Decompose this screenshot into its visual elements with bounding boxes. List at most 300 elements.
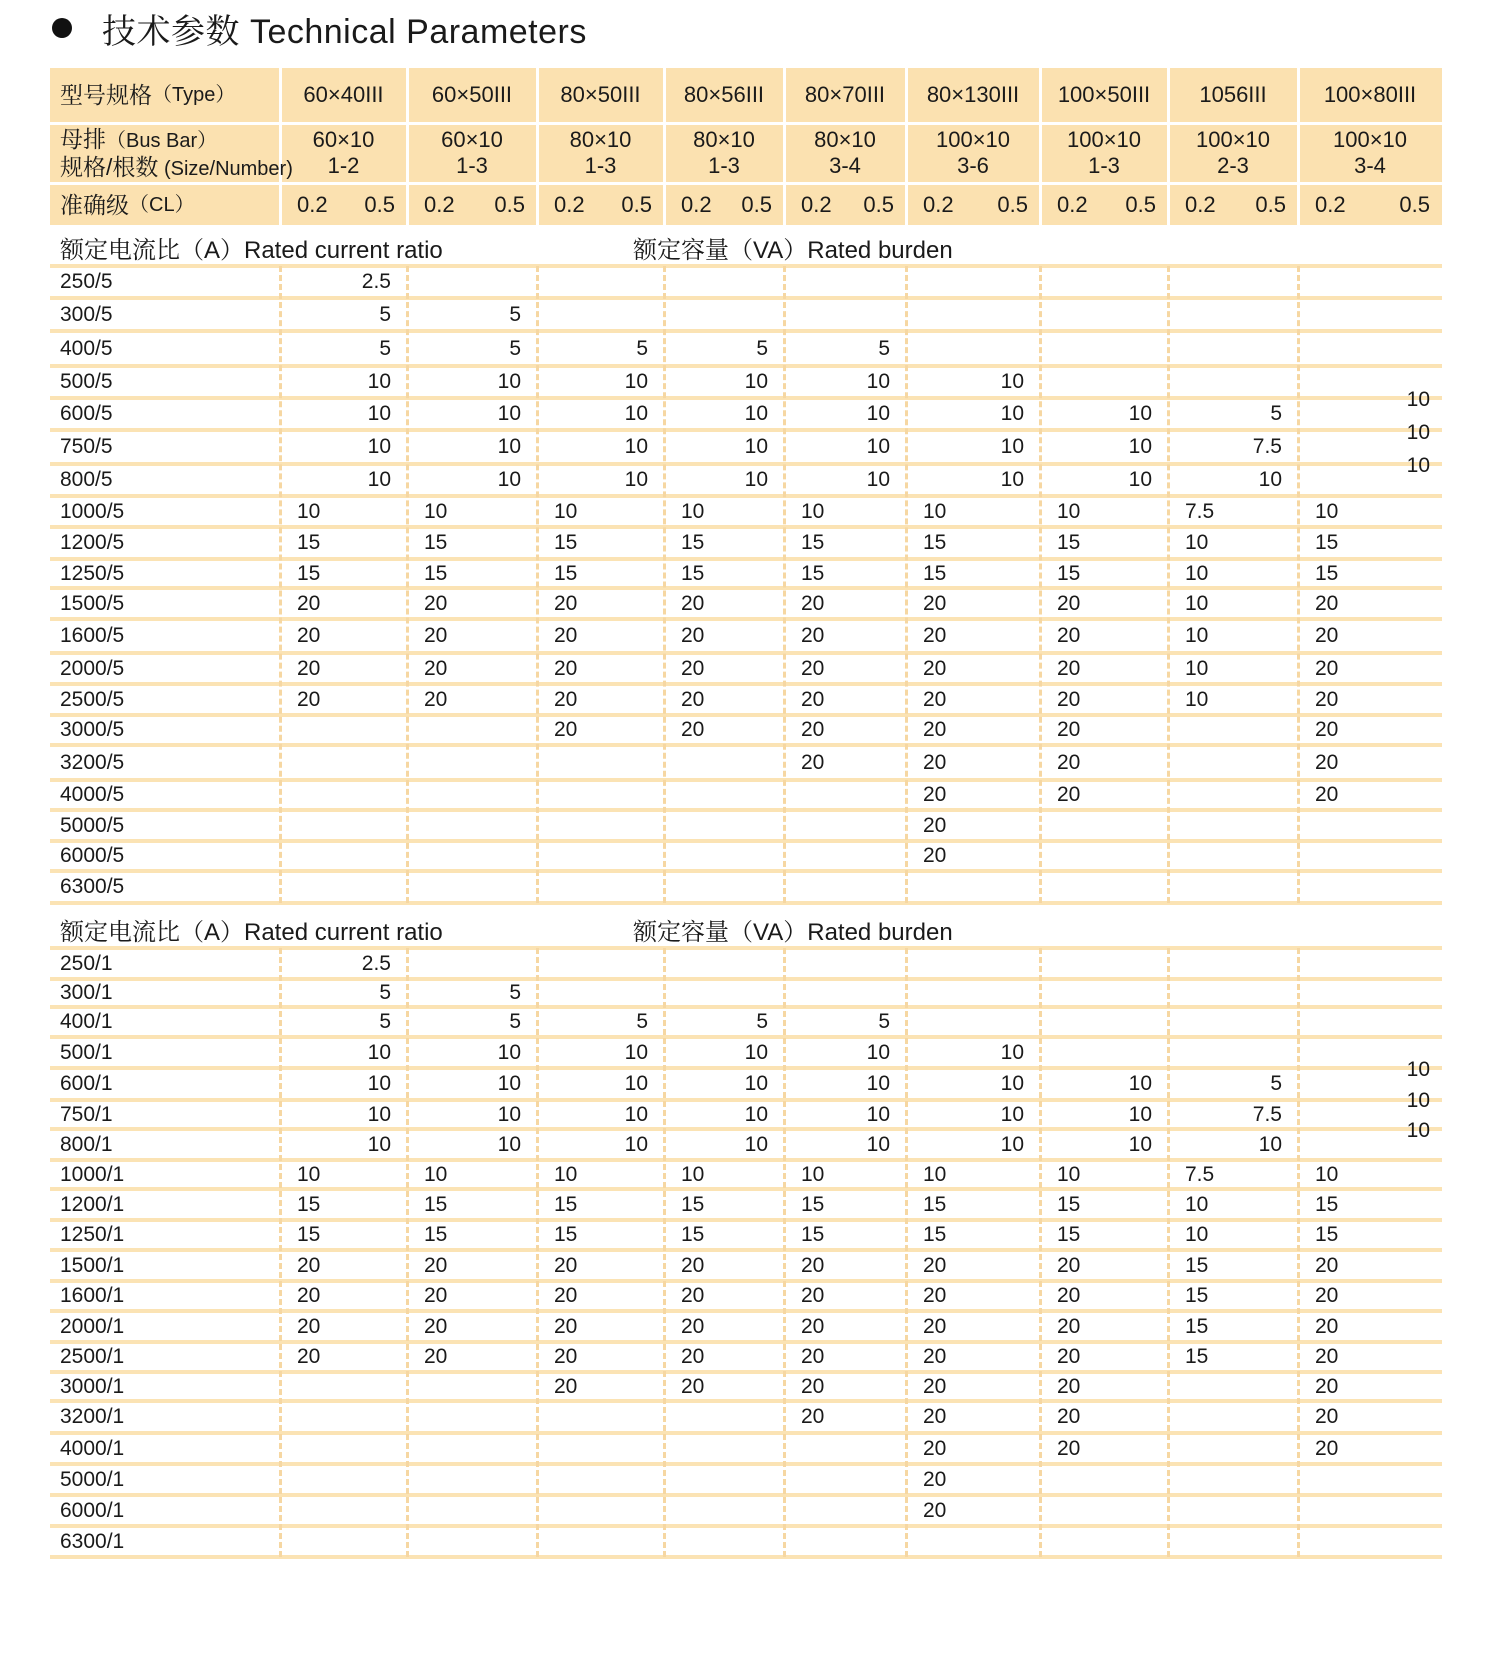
column-divider	[1167, 266, 1170, 903]
cl-value-0.2: 0.2	[424, 192, 455, 217]
cl-value-0.2: 0.2	[1315, 192, 1346, 217]
type-header-cell: 80×130III	[926, 82, 1020, 107]
column-divider	[783, 266, 786, 903]
current-ratio-cell: 1600/5	[60, 624, 125, 647]
current-ratio-cell: 800/5	[60, 468, 113, 491]
rated-burden-value: 15	[1315, 1223, 1339, 1246]
header-cl-label	[60, 185, 275, 225]
type-header-cell: 60×50III	[431, 82, 513, 107]
column-divider	[1167, 948, 1170, 1557]
rated-burden-value: 20	[923, 1498, 947, 1522]
rated-burden-value: 10	[497, 435, 521, 458]
rated-burden-value: 10	[1000, 1040, 1024, 1064]
rated-burden-value: 10	[367, 1102, 391, 1126]
rated-burden-value: 10	[1057, 499, 1081, 523]
rated-burden-value: 10	[624, 435, 648, 458]
current-ratio-cell: 400/5	[60, 336, 113, 360]
rated-burden-value: 20	[1057, 656, 1081, 680]
rated-burden-value: 10	[1000, 468, 1024, 491]
rated-burden-value: 15	[554, 1223, 578, 1246]
rated-burden-value: 20	[424, 687, 448, 711]
rated-burden-value: 10	[424, 499, 448, 523]
rated-burden-value: 10	[367, 402, 391, 425]
rated-burden-value: 10	[923, 499, 947, 523]
rated-burden-value: 15	[297, 1192, 321, 1216]
rated-burden-value: 20	[1057, 1253, 1081, 1277]
rated-burden-value: 20	[297, 1314, 321, 1338]
rated-burden-value: 15	[297, 1223, 321, 1246]
rated-burden-value: 20	[1315, 1374, 1339, 1398]
rated-burden-value: 20	[1057, 1374, 1081, 1398]
rated-burden-value: 10	[1185, 1192, 1209, 1216]
column-divider	[1039, 948, 1042, 1557]
rated-current-ratio-label: 额定电流比（A）Rated current ratio	[60, 236, 443, 264]
rated-burden-value: 20	[1315, 656, 1339, 680]
rated-burden-value: 10	[1185, 687, 1209, 711]
rated-burden-value: 20	[1315, 718, 1339, 741]
rated-burden-value: 10	[744, 435, 768, 458]
rated-burden-value: 10	[866, 1132, 890, 1156]
rated-burden-value: 2.5	[361, 270, 391, 293]
rated-burden-value: 10	[1406, 1058, 1430, 1081]
rated-burden-value: 20	[297, 591, 321, 615]
rated-burden-value: 15	[801, 531, 825, 554]
rated-burden-value: 15	[554, 531, 578, 554]
rated-burden-value: 10	[744, 402, 768, 425]
busbar-number: 1-2	[327, 153, 360, 178]
rated-burden-value: 20	[923, 1405, 947, 1428]
rated-burden-value: 10	[367, 435, 391, 458]
current-ratio-cell: 500/1	[60, 1040, 113, 1064]
rated-burden-value: 20	[801, 1374, 825, 1398]
busbar-label-line1	[60, 126, 217, 154]
type-label-cn: 型号规格	[60, 82, 152, 108]
cl-value-0.2: 0.2	[297, 192, 328, 217]
rated-burden-value: 20	[923, 783, 947, 806]
current-ratio-cell: 750/5	[60, 435, 113, 458]
rated-burden-value: 10	[554, 1162, 578, 1186]
rated-burden-value: 10	[367, 468, 391, 491]
type-header-cell: 100×50III	[1057, 82, 1151, 107]
rated-burden-value: 10	[744, 1072, 768, 1095]
rated-burden-value: 20	[297, 1345, 321, 1368]
current-ratio-cell: 1500/5	[60, 591, 125, 615]
rated-burden-value: 10	[801, 1162, 825, 1186]
busbar-size: 80×10	[693, 127, 755, 152]
rated-burden-value: 20	[681, 1284, 705, 1307]
rated-burden-value: 20	[1057, 783, 1081, 806]
rated-burden-value: 20	[923, 844, 947, 867]
rated-burden-value: 20	[801, 687, 825, 711]
cl-value-0.5: 0.5	[863, 192, 894, 217]
busbar-number: 1-3	[456, 153, 488, 178]
rated-burden-value: 20	[1057, 1284, 1081, 1307]
current-ratio-cell: 400/1	[60, 1010, 113, 1033]
rated-burden-value: 20	[554, 656, 578, 680]
current-ratio-cell: 3000/5	[60, 718, 125, 741]
rated-burden-value: 10	[1185, 591, 1209, 615]
rated-burden-value: 15	[1057, 1223, 1081, 1246]
rated-burden-value: 10	[923, 1162, 947, 1186]
cl-value-0.5: 0.5	[364, 192, 395, 217]
rated-burden-value: 20	[923, 750, 947, 774]
rated-burden-value: 10	[1406, 421, 1430, 444]
rated-burden-value: 15	[801, 561, 825, 585]
column-divider	[406, 948, 409, 1557]
rated-burden-value: 20	[554, 1374, 578, 1398]
rated-burden-value: 20	[681, 1374, 705, 1398]
rated-burden-value: 5	[509, 302, 521, 326]
rated-burden-value: 20	[923, 1284, 947, 1307]
cl-label-cn: 准确级	[60, 192, 129, 218]
busbar-size: 60×10	[441, 127, 503, 152]
busbar-number: 1-3	[708, 153, 740, 178]
busbar-header-cell	[1040, 124, 1168, 182]
rated-burden-value: 15	[554, 561, 578, 585]
rated-burden-value: 5	[1270, 402, 1282, 425]
current-ratio-cell: 2500/5	[60, 687, 125, 711]
column-divider	[905, 266, 908, 903]
current-ratio-cell: 300/5	[60, 302, 113, 326]
rated-burden-value: 15	[1057, 561, 1081, 585]
rated-burden-value: 5	[379, 302, 391, 326]
current-ratio-cell: 3200/5	[60, 750, 125, 774]
rated-burden-value: 20	[1315, 1405, 1339, 1428]
current-ratio-cell: 1000/5	[60, 499, 125, 523]
cl-value-0.5: 0.5	[997, 192, 1028, 217]
current-ratio-cell: 6000/5	[60, 844, 125, 867]
rated-burden-value: 20	[1315, 1314, 1339, 1338]
rated-burden-value: 10	[866, 1040, 890, 1064]
type-header-cell: 60×40III	[303, 82, 384, 107]
rated-burden-value: 20	[1315, 591, 1339, 615]
current-ratio-cell: 4000/5	[60, 783, 125, 806]
current-ratio-cell: 6000/1	[60, 1498, 125, 1522]
column-divider	[663, 948, 666, 1557]
cl-value-0.5: 0.5	[621, 192, 652, 217]
rated-burden-value: 20	[681, 1253, 705, 1277]
cl-value-0.2: 0.2	[801, 192, 832, 217]
column-divider	[1039, 266, 1042, 903]
current-ratio-cell: 2000/1	[60, 1314, 125, 1338]
busbar-header-cell	[280, 124, 407, 182]
rated-burden-value: 5	[878, 336, 890, 360]
rated-burden-value: 20	[923, 687, 947, 711]
rated-burden-value: 5	[509, 981, 521, 1004]
rated-burden-value: 2.5	[361, 951, 391, 975]
busbar-label-cn: 母排	[60, 125, 106, 152]
rated-burden-value: 5	[756, 336, 768, 360]
rated-burden-value: 10	[497, 370, 521, 393]
busbar-header-cell	[537, 124, 664, 182]
rated-burden-value: 10	[367, 370, 391, 393]
rated-burden-value: 20	[1057, 687, 1081, 711]
rated-burden-value: 10	[1000, 1132, 1024, 1156]
column-divider	[406, 266, 409, 903]
rated-burden-value: 20	[801, 1314, 825, 1338]
rated-burden-value: 15	[681, 1223, 705, 1246]
rated-burden-value: 20	[681, 656, 705, 680]
rated-burden-value: 10	[801, 499, 825, 523]
cl-value-0.2: 0.2	[923, 192, 954, 217]
rated-burden-value: 10	[1128, 435, 1152, 458]
size-number-label-cn: 规格/根数	[60, 153, 159, 180]
rated-burden-value: 15	[681, 561, 705, 585]
page-title	[52, 8, 587, 51]
rated-burden-value: 20	[1057, 1314, 1081, 1338]
rated-burden-value: 10	[1000, 402, 1024, 425]
busbar-number: 2-3	[1217, 153, 1249, 178]
busbar-size: 60×10	[312, 127, 375, 152]
current-ratio-cell: 600/5	[60, 402, 113, 425]
rated-burden-value: 20	[1315, 1345, 1339, 1368]
cl-value-0.5: 0.5	[494, 192, 525, 217]
type-header-cell: 100×80III	[1323, 82, 1417, 107]
rated-burden-value: 5	[878, 1010, 890, 1033]
rated-burden-value: 15	[1315, 531, 1339, 554]
rated-burden-value: 10	[681, 499, 705, 523]
rated-burden-value: 10	[744, 1132, 768, 1156]
rated-burden-value: 15	[801, 1223, 825, 1246]
rated-burden-value: 15	[297, 561, 321, 585]
rated-burden-value: 20	[923, 624, 947, 647]
rated-burden-value: 20	[554, 1284, 578, 1307]
rated-burden-value: 20	[1315, 624, 1339, 647]
column-divider	[279, 948, 282, 1557]
cl-value-0.5: 0.5	[1399, 192, 1430, 217]
type-header-cell: 80×50III	[560, 82, 641, 107]
rated-burden-value: 10	[744, 468, 768, 491]
cl-value-0.5: 0.5	[1125, 192, 1156, 217]
header-busbar-label	[60, 125, 293, 182]
type-label-en: （Type）	[152, 84, 236, 106]
current-ratio-cell: 1200/5	[60, 531, 125, 554]
rated-burden-value: 10	[1315, 499, 1339, 523]
rated-burden-value: 10	[1406, 1088, 1430, 1112]
rated-burden-value: 7.5	[1252, 1102, 1282, 1126]
rated-burden-value: 10	[866, 468, 890, 491]
rated-burden-value: 10	[866, 435, 890, 458]
rated-burden-value: 10	[497, 1072, 521, 1095]
current-ratio-cell: 4000/1	[60, 1436, 125, 1460]
rated-burden-value: 10	[624, 1132, 648, 1156]
rated-burden-value: 10	[497, 402, 521, 425]
current-ratio-cell: 1000/1	[60, 1162, 125, 1186]
cl-value-0.5: 0.5	[1255, 192, 1286, 217]
rated-burden-value: 20	[923, 1345, 947, 1368]
current-ratio-cell: 500/5	[60, 370, 113, 393]
rated-burden-value: 10	[1406, 388, 1430, 411]
rated-burden-value: 10	[1185, 561, 1209, 585]
rated-burden-value: 5	[636, 1010, 648, 1033]
rated-burden-value: 20	[1057, 624, 1081, 647]
current-ratio-cell: 5000/1	[60, 1467, 125, 1491]
rated-burden-value: 15	[1185, 1284, 1209, 1307]
rated-burden-value: 10	[681, 1162, 705, 1186]
rated-burden-value: 10	[866, 370, 890, 393]
busbar-label-line2	[60, 154, 293, 182]
rated-burden-value: 20	[681, 1345, 705, 1368]
busbar-header-cell	[407, 124, 537, 182]
rated-burden-value: 15	[1185, 1345, 1209, 1368]
rated-burden-value: 20	[1057, 718, 1081, 741]
rated-burden-value: 20	[297, 656, 321, 680]
rated-burden-value: 10	[1128, 402, 1152, 425]
rated-burden-label: 额定容量（VA）Rated burden	[633, 236, 953, 264]
rated-current-ratio-label: 额定电流比（A）Rated current ratio	[60, 918, 443, 946]
rated-burden-value: 10	[744, 1040, 768, 1064]
rated-burden-value: 5	[509, 1010, 521, 1033]
rated-burden-value: 15	[1315, 1192, 1339, 1216]
current-ratio-cell: 300/1	[60, 981, 113, 1004]
rated-burden-value: 20	[801, 750, 825, 774]
busbar-header-cell	[1298, 124, 1442, 182]
busbar-header-cell	[906, 124, 1040, 182]
rated-burden-value: 20	[923, 1253, 947, 1277]
rated-burden-value: 20	[1315, 1253, 1339, 1277]
rated-burden-value: 20	[923, 1314, 947, 1338]
rated-burden-value: 20	[681, 624, 705, 647]
busbar-header-cell	[664, 124, 784, 182]
type-header-cell: 80×56III	[683, 82, 765, 107]
column-divider	[279, 266, 282, 903]
rated-burden-value: 20	[801, 718, 825, 741]
rated-burden-value: 10	[1185, 656, 1209, 680]
current-ratio-cell: 1250/1	[60, 1223, 125, 1246]
rated-burden-value: 20	[424, 1253, 448, 1277]
current-ratio-cell: 2000/5	[60, 656, 125, 680]
rated-burden-value: 10	[497, 1040, 521, 1064]
rated-burden-value: 20	[923, 1467, 947, 1491]
busbar-number: 3-4	[1354, 153, 1386, 178]
rated-burden-value: 20	[681, 1314, 705, 1338]
rated-burden-value: 10	[1128, 1102, 1152, 1126]
rated-burden-value: 10	[624, 402, 648, 425]
rated-burden-value: 20	[801, 1253, 825, 1277]
rated-burden-value: 10	[1128, 468, 1152, 491]
rated-burden-value: 10	[297, 1162, 321, 1186]
cl-value-0.2: 0.2	[554, 192, 585, 217]
cl-value-0.2: 0.2	[1057, 192, 1088, 217]
rated-burden-value: 20	[297, 687, 321, 711]
rated-burden-value: 15	[554, 1192, 578, 1216]
rated-burden-value: 20	[801, 624, 825, 647]
rated-burden-value: 7.5	[1185, 1162, 1215, 1186]
rated-burden-value: 20	[923, 813, 947, 837]
rated-burden-value: 10	[1000, 370, 1024, 393]
busbar-header-cell	[784, 124, 906, 182]
rated-burden-value: 10	[1258, 468, 1282, 491]
rated-burden-value: 10	[1185, 1223, 1209, 1246]
rated-burden-value: 20	[923, 718, 947, 741]
rated-burden-value: 10	[367, 1132, 391, 1156]
rated-burden-value: 10	[624, 1072, 648, 1095]
rated-burden-value: 10	[866, 402, 890, 425]
rated-burden-value: 20	[424, 1314, 448, 1338]
current-ratio-cell: 600/1	[60, 1072, 113, 1095]
rated-burden-value: 5	[379, 1010, 391, 1033]
rated-burden-value: 20	[1057, 1345, 1081, 1368]
current-ratio-cell: 3200/1	[60, 1405, 125, 1428]
rated-burden-value: 20	[424, 1345, 448, 1368]
rated-burden-value: 20	[923, 1436, 947, 1460]
rated-burden-value: 20	[1057, 591, 1081, 615]
rated-burden-value: 20	[554, 624, 578, 647]
rated-burden-value: 20	[1315, 687, 1339, 711]
busbar-size: 100×10	[935, 127, 1011, 152]
rated-burden-value: 15	[1185, 1314, 1209, 1338]
rated-burden-value: 10	[497, 1132, 521, 1156]
column-divider	[1297, 948, 1300, 1557]
rated-burden-value: 5	[636, 336, 648, 360]
rated-burden-value: 7.5	[1185, 499, 1215, 523]
current-ratio-cell: 250/1	[60, 951, 113, 975]
rated-burden-value: 20	[424, 591, 448, 615]
rated-burden-value: 20	[554, 1253, 578, 1277]
rated-burden-value: 20	[554, 1345, 578, 1368]
rated-burden-value: 10	[1315, 1162, 1339, 1186]
type-header-cell: 80×70III	[804, 82, 886, 107]
rated-burden-value: 20	[801, 1284, 825, 1307]
current-ratio-cell: 250/5	[60, 270, 113, 293]
rated-burden-value: 15	[923, 531, 947, 554]
rated-burden-value: 20	[801, 1345, 825, 1368]
cl-value-0.5: 0.5	[741, 192, 772, 217]
column-divider	[536, 948, 539, 1557]
rated-burden-value: 20	[424, 624, 448, 647]
rated-burden-value: 10	[1185, 624, 1209, 647]
rated-burden-value: 10	[1406, 1118, 1430, 1142]
rated-burden-value: 20	[424, 656, 448, 680]
busbar-number: 3-4	[829, 153, 861, 178]
rated-burden-value: 10	[367, 1040, 391, 1064]
rated-burden-value: 10	[367, 1072, 391, 1095]
busbar-number: 1-3	[584, 153, 617, 178]
rated-burden-value: 15	[424, 561, 448, 585]
rated-burden-value: 5	[379, 981, 391, 1004]
rated-burden-value: 15	[923, 1192, 947, 1216]
rated-burden-value: 15	[1057, 531, 1081, 554]
rated-burden-value: 15	[297, 531, 321, 554]
rated-burden-value: 20	[1315, 750, 1339, 774]
rated-burden-value: 10	[866, 1072, 890, 1095]
current-ratio-cell: 1250/5	[60, 561, 125, 585]
rated-burden-value: 10	[297, 499, 321, 523]
rated-burden-value: 20	[554, 591, 578, 615]
rated-burden-value: 15	[923, 1223, 947, 1246]
rated-burden-value: 20	[554, 1314, 578, 1338]
cl-label-en: （CL）	[129, 194, 195, 216]
current-ratio-cell: 3000/1	[60, 1374, 125, 1398]
rated-burden-value: 20	[681, 591, 705, 615]
busbar-header-cell	[1168, 124, 1298, 182]
rated-burden-value: 20	[923, 1374, 947, 1398]
rated-burden-value: 20	[297, 624, 321, 647]
rated-burden-value: 10	[624, 370, 648, 393]
column-divider	[783, 948, 786, 1557]
rated-burden-value: 10	[1406, 454, 1430, 477]
current-ratio-cell: 1600/1	[60, 1284, 125, 1307]
rated-burden-value: 20	[1315, 783, 1339, 806]
rated-burden-value: 7.5	[1252, 435, 1282, 458]
rated-burden-value: 10	[744, 370, 768, 393]
cl-value-0.2: 0.2	[681, 192, 712, 217]
header-type-label	[60, 68, 275, 122]
rated-burden-value: 20	[424, 1284, 448, 1307]
current-ratio-cell: 800/1	[60, 1132, 113, 1156]
rated-burden-value: 10	[554, 499, 578, 523]
rated-burden-value: 20	[681, 718, 705, 741]
